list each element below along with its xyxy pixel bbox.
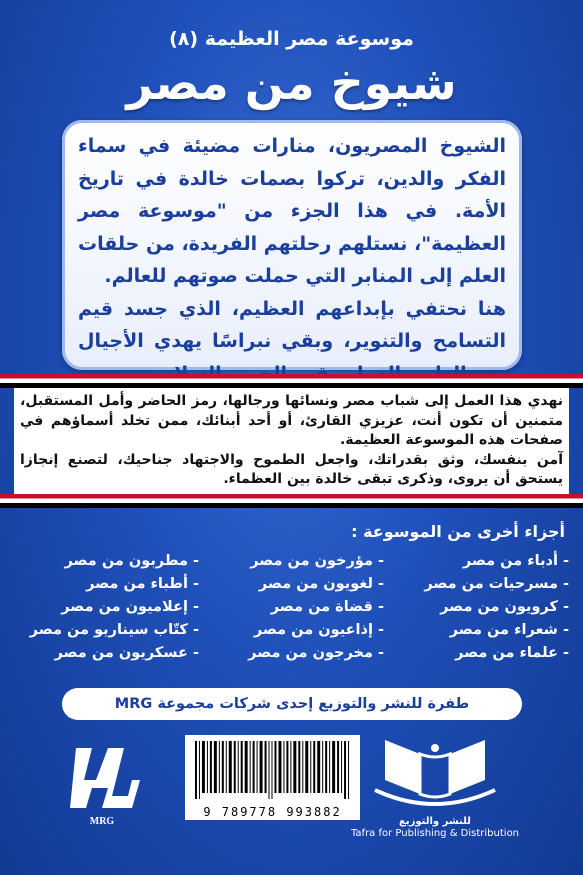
parts-heading: أجزاء أخرى من الموسوعة : xyxy=(351,522,565,541)
tafra-logo-text: للنشر والتوزيع xyxy=(399,816,471,827)
dedication-paragraph-1: نهدي هذا العمل إلى شباب مصر ونسائها ورجالها، رمز الحاضر وأمل المستقبل، متمنين أن تكون أنت، عزيزي القارئ، أو أحد أبنائك، ممن تخلد أسماؤهم في صفحات هذه الموسوعة العظيمة. xyxy=(20,393,563,448)
barcode xyxy=(185,735,360,820)
tafra-logo-subtext: Tafra for Publishing & Distribution xyxy=(350,828,520,839)
publisher-line: طفرة للنشر والتوزيع إحدى شركات مجموعة MRG xyxy=(62,688,522,720)
list-item: - إعلاميون من مصر xyxy=(61,599,199,615)
list-item: - مخرجون من مصر xyxy=(248,645,384,661)
mrg-logo-text: MRG xyxy=(89,816,115,827)
list-item: - كرويون من مصر xyxy=(440,599,569,615)
tafra-logo xyxy=(350,730,520,840)
dedication-box xyxy=(14,388,569,494)
list-item: - قضاة من مصر xyxy=(270,599,384,615)
list-item: - أدباء من مصر xyxy=(462,553,569,569)
list-item: - مؤرخون من مصر xyxy=(250,553,384,569)
barcode-number: 9 789778 993882 xyxy=(203,805,342,819)
list-item: - شعراء من مصر xyxy=(449,622,569,638)
mrg-logo xyxy=(62,740,142,830)
flag-stripe-bottom xyxy=(0,494,583,508)
book-title: شيوخ من مصر xyxy=(126,56,457,110)
list-item: - مطربون من مصر xyxy=(64,553,199,569)
parts-list xyxy=(14,552,569,663)
flag-stripe-top xyxy=(0,374,583,388)
list-item: - لغويون من مصر xyxy=(258,576,384,592)
list-item: - مسرحيات من مصر xyxy=(424,576,569,592)
description-panel xyxy=(62,120,522,370)
list-item: - علماء من مصر xyxy=(455,645,569,661)
description-paragraph-2: هنا نحتفي بإبداعهم العظيم، الذي جسد قيم التسامح والتنوير، وبقي نبراسًا يهدي الأجيال xyxy=(78,297,506,352)
description-paragraph-1: الشيوخ المصريون، منارات مضيئة في سماء الفكر والدين، تركوا بصمات خالدة في تاريخ الأمة. في هذا الجزء من "موسوعة مصر العظيمة"، نستلهم رحلتهم الفريدة، من حلقات العلم إلى المنابر التي حملت صوتهم للعالم. xyxy=(78,135,506,287)
barcode-bars xyxy=(193,741,352,799)
series-title: موسوعة مصر العظيمة (٨) xyxy=(169,28,414,50)
list-item: - إذاعيون من مصر xyxy=(253,622,384,638)
dedication-paragraph-2: آمن بنفسك، وثق بقدراتك، واجعل الطموح والاجتهاد جناحيك، لتصنع إنجازا يستحق أن يروى، وذكرى تبقى خالدة بين العظماء. xyxy=(20,451,563,487)
list-item: - أطباء من مصر xyxy=(86,576,199,592)
list-item: - عسكريون من مصر xyxy=(54,645,199,661)
list-item: - كتّاب سيناريو من مصر xyxy=(29,622,199,638)
